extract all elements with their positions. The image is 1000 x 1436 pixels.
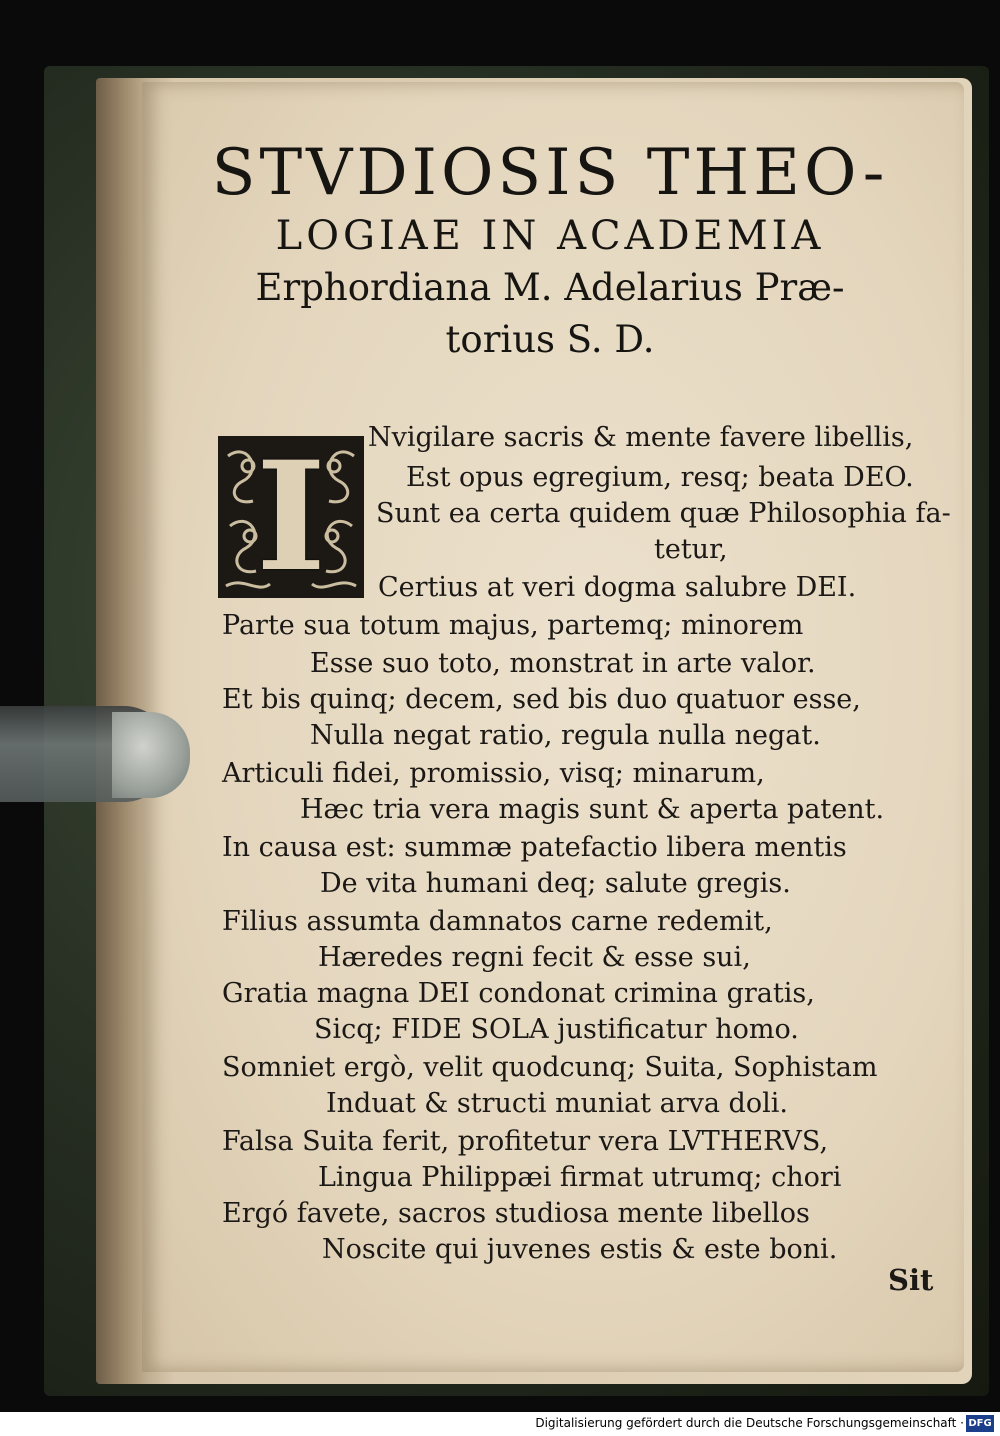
initial-letter: I: [255, 436, 327, 598]
poem-line: Certius at veri dogma salubre DEI.: [378, 572, 857, 603]
clasp-icon: [112, 712, 190, 798]
poem-line: Filius assumta damnatos carne redemit,: [222, 906, 773, 937]
poem-line: Noscite qui juvenes estis & este boni.: [322, 1234, 838, 1265]
poem-line: Somniet ergò, velit quodcunq; Suita, Sophistam: [222, 1052, 878, 1083]
poem-line: Esse suo toto, monstrat in arte valor.: [310, 648, 816, 679]
funding-credit: Digitalisierung gefördert durch die Deutsche Forschungsgemeinschaft ·: [535, 1416, 964, 1430]
poem-line: Ergó favete, sacros studiosa mente libellos: [222, 1198, 810, 1229]
poem-line: Gratia magna DEI condonat crimina gratis,: [222, 978, 815, 1009]
catchword: Sit: [888, 1263, 934, 1297]
poem-line: Articuli fidei, promissio, visq; minarum,: [222, 758, 765, 789]
heading-line-3: Erphordiana M. Adelarius Præ-: [255, 266, 845, 309]
decorated-initial: [218, 436, 364, 598]
poem-line: Lingua Philippæi firmat utrumq; chori: [318, 1162, 842, 1193]
poem-line: Sunt ea certa quidem quæ Philosophia fa-: [376, 498, 951, 529]
poem-line: Et bis quinq; decem, sed bis duo quatuor esse,: [222, 684, 861, 715]
poem-line: tetur,: [654, 534, 728, 565]
dfg-logo-icon[interactable]: DFG: [966, 1415, 994, 1432]
poem-line: In causa est: summæ patefactio libera mentis: [222, 832, 847, 863]
heading-line-1: STVDIOSIS THEO-: [211, 136, 889, 210]
heading-line-4: torius S. D.: [445, 318, 655, 361]
poem-line: Falsa Suita ferit, profitetur vera LVTHERVS,: [222, 1126, 829, 1157]
poem-line: De vita humani deq; salute gregis.: [320, 868, 791, 899]
poem-line: Induat & structi muniat arva doli.: [326, 1088, 788, 1119]
poem-line: Parte sua totum majus, partemq; minorem: [222, 610, 804, 641]
poem-line: Nvigilare sacris & mente favere libellis,: [368, 422, 914, 453]
poem-line: Hæredes regni fecit & esse sui,: [318, 942, 751, 973]
poem-line: Hæc tria vera magis sunt & aperta patent.: [300, 794, 885, 825]
poem-line: Est opus egregium, resq; beata DEO.: [406, 462, 914, 493]
poem-line: Sicq; FIDE SOLA justificatur homo.: [314, 1014, 799, 1045]
page-heading: [200, 136, 900, 366]
poem-line: Nulla negat ratio, regula nulla negat.: [310, 720, 821, 751]
heading-line-2: LOGIAE IN ACADEMIA: [275, 213, 825, 259]
